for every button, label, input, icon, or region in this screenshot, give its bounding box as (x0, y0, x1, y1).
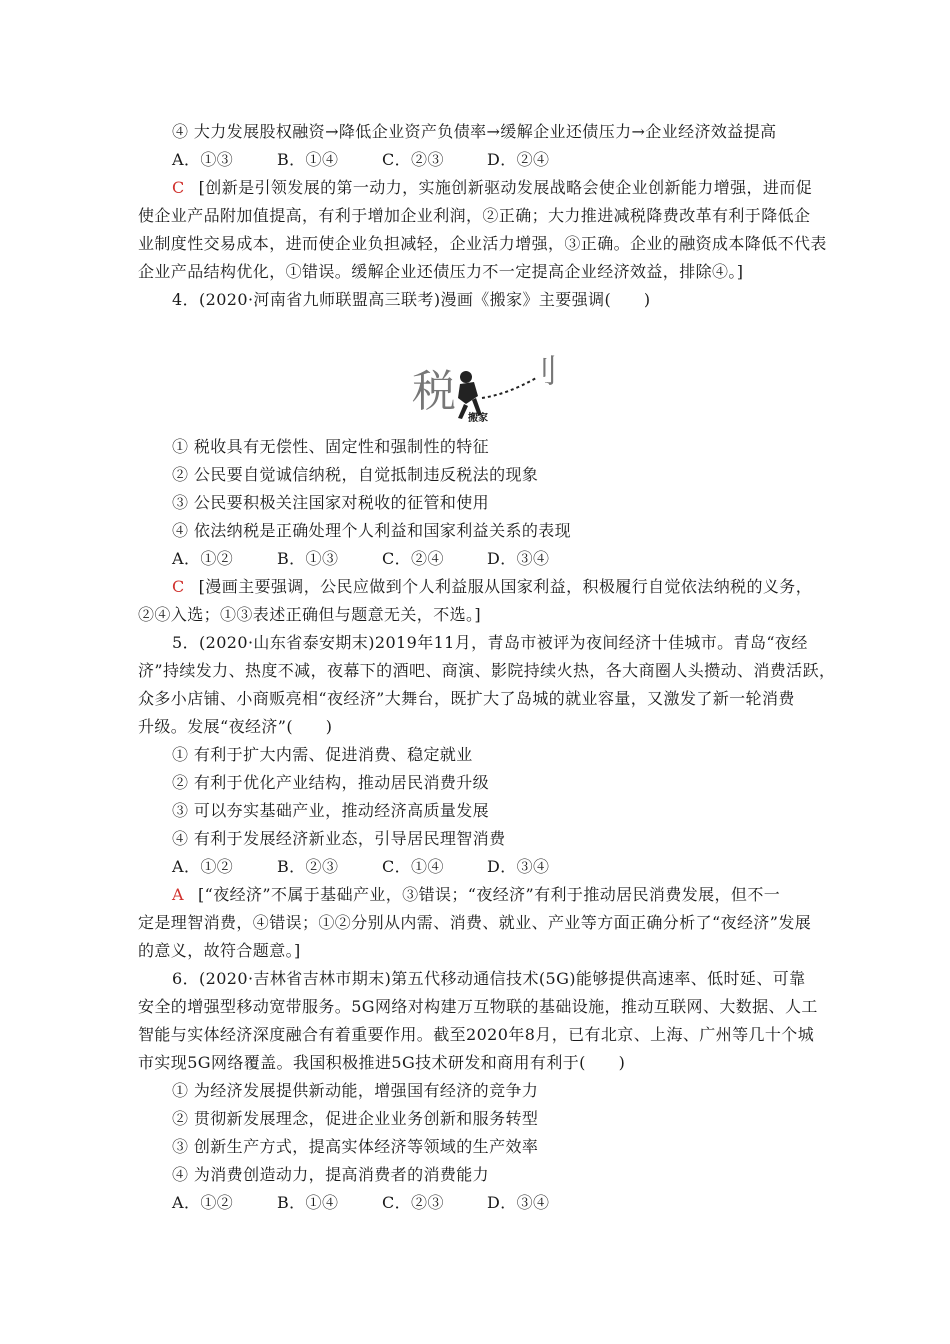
q4-choice-a: A．①② (172, 549, 234, 568)
q5-answer: A (172, 885, 184, 904)
q6-option-1: ① 为经济发展提供新动能，增强国有经济的竞争力 (172, 1081, 539, 1100)
q3-explanation-2: 使企业产品附加值提高，有利于增加企业利润，②正确；大力推进减税降费改革有利于降低企 (138, 206, 811, 225)
q5-choice-a: A．①② (172, 857, 234, 876)
q4-explanation-2: ②④入选；①③表述正确但与题意无关，不选。] (138, 605, 482, 624)
q6-choice-d: D．③④ (487, 1193, 550, 1212)
q5-choice-b: B．②③ (277, 857, 339, 876)
comic-text-right: 刂 (526, 352, 559, 390)
q5-explanation-1: A [“夜经济”不属于基础产业，③错误；“夜经济”有利于推动居民消费发展，但不一 (172, 885, 781, 904)
q3-choice-a: A．①③ (172, 150, 234, 169)
q6-choice-b: B．①④ (277, 1193, 339, 1212)
q5-explanation-2: 定是理智消费，④错误；①②分别从内需、消费、就业、产业等方面正确分析了“夜经济”发展 (138, 913, 812, 932)
comic-caption: 搬家 (468, 413, 488, 424)
q3-explanation-1: C [创新是引领发展的第一动力，实施创新驱动发展战略会使企业创新能力增强，进而促 (172, 178, 813, 197)
q6-choice-c: C．②③ (382, 1193, 444, 1212)
q4-choice-c: C．②④ (382, 549, 444, 568)
q6-stem-1: 6．(2020·吉林省吉林市期末)第五代移动通信技术(5G)能够提供高速率、低时延、可靠 (172, 969, 806, 988)
q5-choice-c: C．①④ (382, 857, 444, 876)
q4-stem: 4．(2020·河南省九师联盟高三联考)漫画《搬家》主要强调( ) (172, 290, 651, 309)
q4-option-1: ① 税收具有无偿性、固定性和强制性的特征 (172, 437, 490, 456)
q3-explanation-4: 企业产品结构优化，①错误。缓解企业还债压力不一定提高企业经济效益，排除④。] (138, 262, 744, 281)
q5-choices (172, 857, 818, 877)
q3-explanation-3: 业制度性交易成本，进而使企业负担减轻，企业活力增强，③正确。企业的融资成本降低不代表 (138, 234, 827, 253)
q5-stem-2: 济”持续发力、热度不减，夜幕下的酒吧、商演、影院持续火热，各大商圈人头攒动、消费活跃， (138, 661, 836, 680)
q6-choice-a: A．①② (172, 1193, 234, 1212)
q6-stem-3: 智能与实体经济深度融合有着重要作用。截至2020年8月，已有北京、上海、广州等几十个城 (138, 1025, 815, 1044)
comic-banjia-image (408, 334, 559, 424)
q6-option-4: ④ 为消费创造动力，提高消费者的消费能力 (172, 1165, 490, 1184)
comic-figure-icon (458, 371, 482, 419)
q5-stem-4: 升级。发展“夜经济”( ) (138, 717, 333, 736)
q5-explanation-3: 的意义，故符合题意。] (138, 941, 301, 960)
q4-explanation-1: C [漫画主要强调，公民应做到个人利益服从国家利益，积极履行自觉依法纳税的义务， (172, 577, 813, 596)
q5-option-4: ④ 有利于发展经济新业态，引导居民理智消费 (172, 829, 506, 848)
q3-answer: C (172, 178, 185, 197)
q3-choice-d: D．②④ (487, 150, 550, 169)
q6-stem-2: 安全的增强型移动宽带服务。5G网络对构建万互物联的基础设施，推动互联网、大数据、人工 (138, 997, 818, 1016)
q6-option-3: ③ 创新生产方式，提高实体经济等领域的生产效率 (172, 1137, 539, 1156)
q5-option-1: ① 有利于扩大内需、促进消费、稳定就业 (172, 745, 473, 764)
q4-option-2: ② 公民要自觉诚信纳税，自觉抵制违反税法的现象 (172, 465, 539, 484)
q3-option-4: ④ 大力发展股权融资→降低企业资产负债率→缓解企业还债压力→企业经济效益提高 (172, 122, 777, 141)
q3-choices (172, 150, 818, 170)
q4-choice-b: B．①③ (277, 549, 339, 568)
comic-text-left: 税 (412, 366, 456, 417)
q4-option-3: ③ 公民要积极关注国家对税收的征管和使用 (172, 493, 490, 512)
q4-option-4: ④ 依法纳税是正确处理个人利益和国家利益关系的表现 (172, 521, 572, 540)
q6-choices (172, 1193, 818, 1213)
q5-option-3: ③ 可以夯实基础产业，推动经济高质量发展 (172, 801, 490, 820)
q5-option-2: ② 有利于优化产业结构，推动居民消费升级 (172, 773, 490, 792)
q3-choice-b: B．①④ (277, 150, 339, 169)
q5-stem-1: 5．(2020·山东省泰安期末)2019年11月，青岛市被评为夜间经济十佳城市。青岛“夜经 (172, 633, 808, 652)
q4-answer: C (172, 577, 185, 596)
q4-choices (172, 549, 818, 569)
q4-choice-d: D．③④ (487, 549, 550, 568)
q5-stem-3: 众多小店铺、小商贩亮相“夜经济”大舞台，既扩大了岛城的就业容量，又激发了新一轮消费 (138, 689, 795, 708)
q6-stem-4: 市实现5G网络覆盖。我国积极推进5G技术研发和商用有利于( ) (138, 1053, 626, 1072)
q3-choice-c: C．②③ (382, 150, 444, 169)
q5-choice-d: D．③④ (487, 857, 550, 876)
q6-option-2: ② 贯彻新发展理念，促进企业业务创新和服务转型 (172, 1109, 539, 1128)
